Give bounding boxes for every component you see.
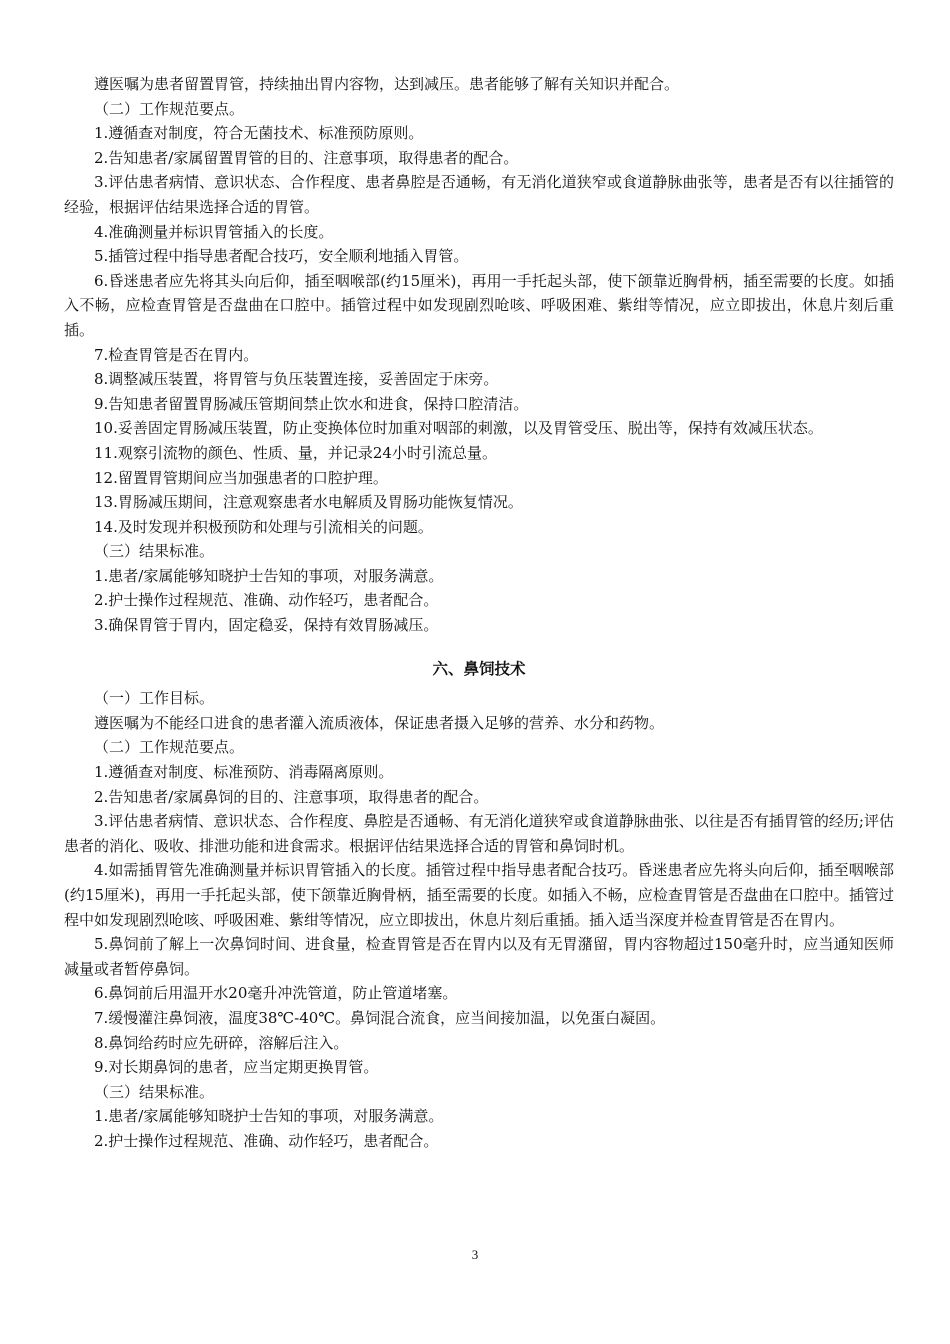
s1-item: 3.评估患者病情、意识状态、合作程度、患者鼻腔是否通畅，有无消化道狭窄或食道静脉曲张等，患者是否有以往插管的经验，根据评估结果选择合适的胃管。 bbox=[64, 173, 894, 216]
s1-item: 13.胃肠减压期间，注意观察患者水电解质及胃肠功能恢复情况。 bbox=[94, 493, 523, 512]
s1-result: 3.确保胃管于胃内，固定稳妥，保持有效胃肠减压。 bbox=[94, 616, 439, 635]
s2-subheading-1: （一）工作目标。 bbox=[94, 689, 215, 708]
s2-item: 1.遵循查对制度、标准预防、消毒隔离原则。 bbox=[94, 763, 394, 782]
s1-item: 11.观察引流物的颜色、性质、量，并记录24小时引流总量。 bbox=[94, 443, 497, 462]
s2-item: 9.对长期鼻饲的患者，应当定期更换胃管。 bbox=[94, 1058, 379, 1077]
s2-item: 3.评估患者病情、意识状态、合作程度、鼻腔是否通畅、有无消化道狭窄或食道静脉曲张、以往是否有插胃管的经历;评估患者的消化、吸收、排泄功能和进食需求。根据评估结果选择合适的胃管和鼻饲时机。 bbox=[64, 812, 894, 855]
s1-result: 2.护士操作过程规范、准确、动作轻巧，患者配合。 bbox=[94, 591, 439, 610]
s1-item: 12.留置胃管期间应当加强患者的口腔护理。 bbox=[94, 468, 388, 487]
s1-result: 1.患者/家属能够知晓护士告知的事项，对服务满意。 bbox=[94, 566, 444, 585]
s2-result: 2.护士操作过程规范、准确、动作轻巧，患者配合。 bbox=[94, 1131, 439, 1150]
s1-item: 10.妥善固定胃肠减压装置，防止变换体位时加重对咽部的刺激，以及胃管受压、脱出等，保持有效减压状态。 bbox=[94, 419, 823, 438]
s2-item: 7.缓慢灌注鼻饲液，温度38℃-40℃。鼻饲混合流食，应当间接加温，以免蛋白凝固。 bbox=[94, 1008, 666, 1027]
page-number: 3 bbox=[471, 1247, 479, 1262]
section-title: 六、鼻饲技术 bbox=[432, 659, 526, 678]
s1-item: 5.插管过程中指导患者配合技巧，安全顺利地插入胃管。 bbox=[94, 247, 469, 266]
s1-item: 2.告知患者/家属留置胃管的目的、注意事项，取得患者的配合。 bbox=[94, 148, 519, 167]
s2-item: 4.如需插胃管先准确测量并标识胃管插入的长度。插管过程中指导患者配合技巧。昏迷患者应先将头向后仰，插至咽喉部(约15厘米)，再用一手托起头部，使下颌靠近胸骨柄，插至需要的长度。如插入不畅，应检查胃管是否盘曲在口腔中。插管过程中如发现剧烈呛咳、呼吸困难、紫绀等情况，应立即拔出，休息片刻后重插。插入适当深度并检查胃管是否在胃内。 bbox=[64, 861, 894, 929]
s2-intro: 遵医嘱为不能经口进食的患者灌入流质液体，保证患者摄入足够的营养、水分和药物。 bbox=[94, 713, 665, 732]
s1-intro: 遵医嘱为患者留置胃管，持续抽出胃内容物，达到减压。患者能够了解有关知识并配合。 bbox=[94, 75, 680, 93]
document-page bbox=[64, 72, 894, 1154]
s1-subheading-3: （三）结果标准。 bbox=[94, 542, 215, 561]
s1-item: 4.准确测量并标识胃管插入的长度。 bbox=[94, 222, 334, 241]
s2-subheading-3: （三）结果标准。 bbox=[94, 1082, 215, 1101]
s1-item: 1.遵循查对制度，符合无菌技术、标准预防原则。 bbox=[94, 124, 424, 143]
s1-item: 14.及时发现并积极预防和处理与引流相关的问题。 bbox=[94, 517, 433, 536]
s2-item: 8.鼻饲给药时应先研碎，溶解后注入。 bbox=[94, 1033, 349, 1052]
s2-result: 1.患者/家属能够知晓护士告知的事项，对服务满意。 bbox=[94, 1107, 444, 1126]
s1-item: 6.昏迷患者应先将其头向后仰，插至咽喉部(约15厘米)，再用一手托起头部，使下颌靠近胸骨柄，插至需要的长度。如插入不畅，应检查胃管是否盘曲在口腔中。插管过程中如发现剧烈呛咳、呼吸困难、紫绀等情况，应立即拔出，休息片刻后重插。 bbox=[64, 271, 894, 339]
s2-item: 5.鼻饲前了解上一次鼻饲时间、进食量，检查胃管是否在胃内以及有无胃潴留，胃内容物超过150毫升时，应当通知医师减量或者暂停鼻饲。 bbox=[64, 935, 894, 978]
s1-item: 9.告知患者留置胃肠减压管期间禁止饮水和进食，保持口腔清洁。 bbox=[94, 394, 529, 413]
s2-item: 6.鼻饲前后用温开水20毫升冲洗管道，防止管道堵塞。 bbox=[94, 984, 458, 1003]
s1-subheading-2: （二）工作规范要点。 bbox=[94, 99, 245, 118]
s1-item: 7.检查胃管是否在胃内。 bbox=[94, 345, 259, 364]
s2-subheading-2: （二）工作规范要点。 bbox=[94, 738, 245, 757]
s2-item: 2.告知患者/家属鼻饲的目的、注意事项，取得患者的配合。 bbox=[94, 787, 489, 806]
s1-item: 8.调整减压装置，将胃管与负压装置连接，妥善固定于床旁。 bbox=[94, 370, 499, 389]
